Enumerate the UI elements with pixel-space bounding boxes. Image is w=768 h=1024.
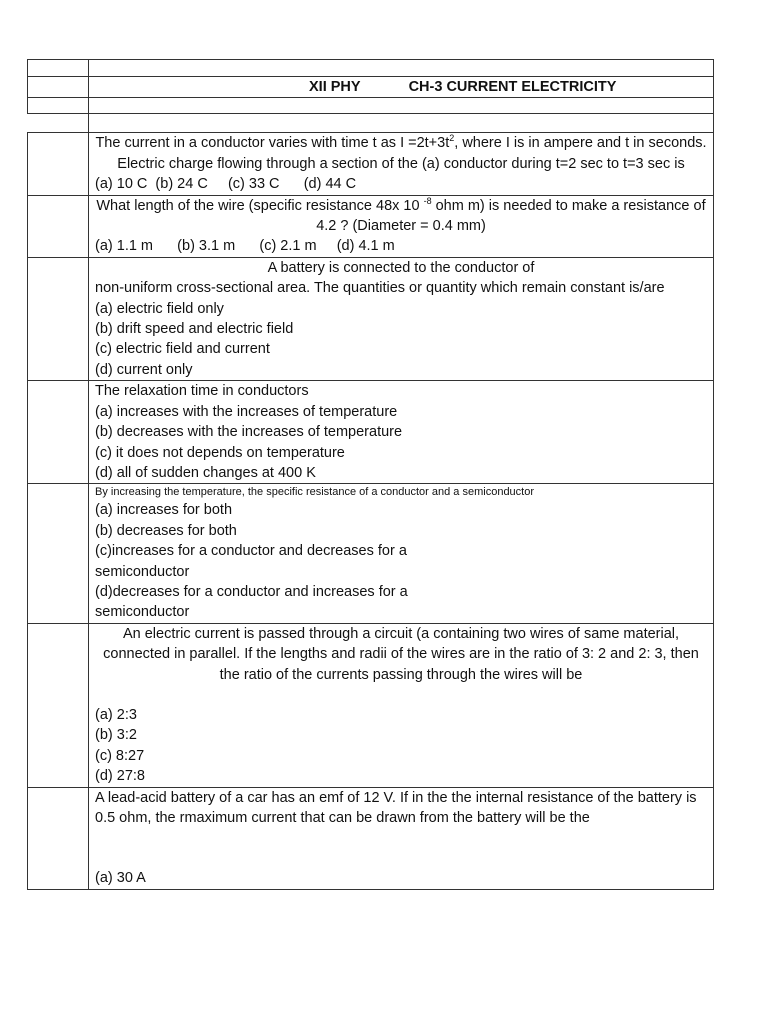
question-row — [28, 381, 714, 484]
option: (a) 2:3 — [95, 706, 137, 723]
option: (c) it does not depends on temperature — [95, 444, 345, 461]
class-label: XII PHY — [309, 79, 361, 95]
blank-cell — [89, 60, 714, 77]
number-cell — [28, 60, 89, 77]
option: (c) 8:27 — [95, 747, 145, 764]
question-stem: An electric current is passed through a circuit (a containing two wires of same material, connected in parallel. If the lengths and radii of the wires are in the ratio of 3: 2 and 2: 3, then the ratio of the currents passing through the wires will be — [103, 625, 699, 683]
option: (d) 27:8 — [95, 768, 145, 785]
number-cell — [28, 195, 89, 257]
header-blank-row-1 — [28, 60, 714, 77]
number-cell — [28, 98, 89, 114]
question-row — [28, 133, 714, 195]
question-options: (a) 1.1 m (b) 3.1 m (c) 2.1 m (d) 4.1 m — [95, 238, 395, 255]
question-cell — [89, 257, 714, 380]
number-cell — [28, 484, 89, 623]
question-cell — [89, 787, 714, 889]
option: (a) increases with the increases of temperature — [95, 403, 398, 420]
option: (b) decreases with the increases of temperature — [95, 424, 403, 441]
number-cell — [28, 133, 89, 195]
question-cell — [89, 195, 714, 257]
question-row — [28, 257, 714, 380]
option: (a) 30 A — [95, 870, 146, 887]
number-cell — [28, 381, 89, 484]
number-cell — [28, 623, 89, 787]
option: (d)decreases for a conductor and increases for a — [95, 583, 408, 600]
question-cell — [89, 133, 714, 195]
chapter-label: CH-3 CURRENT ELECTRICITY — [408, 79, 617, 95]
question-sheet — [27, 59, 714, 890]
number-cell — [28, 114, 89, 133]
option: semiconductor — [95, 604, 190, 621]
question-cell — [89, 623, 714, 787]
option: (b) decreases for both — [95, 522, 237, 539]
option: (b) 3:2 — [95, 727, 137, 744]
header-blank-row-2 — [28, 98, 714, 114]
option: (d) current only — [95, 361, 193, 378]
option: (d) all of sudden changes at 400 K — [95, 464, 316, 481]
question-cell — [89, 381, 714, 484]
page-title — [89, 77, 714, 98]
option: semiconductor — [95, 563, 190, 580]
option: (b) drift speed and electric field — [95, 321, 294, 338]
question-cell — [89, 484, 714, 623]
blank-cell — [89, 114, 714, 133]
question-stem: A lead-acid battery of a car has an emf of 12 V. If in the the internal resistance of the battery is 0.5 ohm, the rmaximum current that can be drawn from the battery will be the — [95, 789, 697, 826]
question-stem: The current in a conductor varies with time t as $I =2t+3t^2$, where I is in ampere and t in seconds. Electric charge flowing through a section of the (a) conductor during t=2 sec to t=3 sec is — [95, 133, 707, 172]
question-options: (a) 10 C (b) 24 C (c) 33 C (d) 44 C — [95, 176, 357, 193]
number-cell — [28, 787, 89, 889]
question-stem-continued: non-uniform cross-sectional area. The quantities or quantity which remain constant is/are — [95, 280, 665, 297]
question-stem: The relaxation time in conductors — [95, 383, 309, 400]
question-row — [28, 484, 714, 623]
question-stem: By increasing the temperature, the specific resistance of a conductor and a semiconductor — [95, 486, 535, 499]
number-cell — [28, 257, 89, 380]
blank-cell — [89, 98, 714, 114]
option: (c) electric field and current — [95, 341, 270, 358]
question-stem: A battery is connected to the conductor of — [267, 259, 535, 276]
header-blank-row-3 — [28, 114, 714, 133]
header-title-row — [28, 77, 714, 98]
question-row — [28, 195, 714, 257]
number-cell — [28, 77, 89, 98]
option: (a) electric field only — [95, 300, 224, 317]
question-stem: What length of the wire (specific resistance 48x 10 $^{-8}$ ohm m) is needed to make a resistance of 4.2 ? (Diameter = 0.4 mm) — [96, 195, 706, 235]
option: (a) increases for both — [95, 502, 233, 519]
question-row — [28, 787, 714, 889]
option: (c)increases for a conductor and decreases for a — [95, 543, 407, 560]
question-row — [28, 623, 714, 787]
